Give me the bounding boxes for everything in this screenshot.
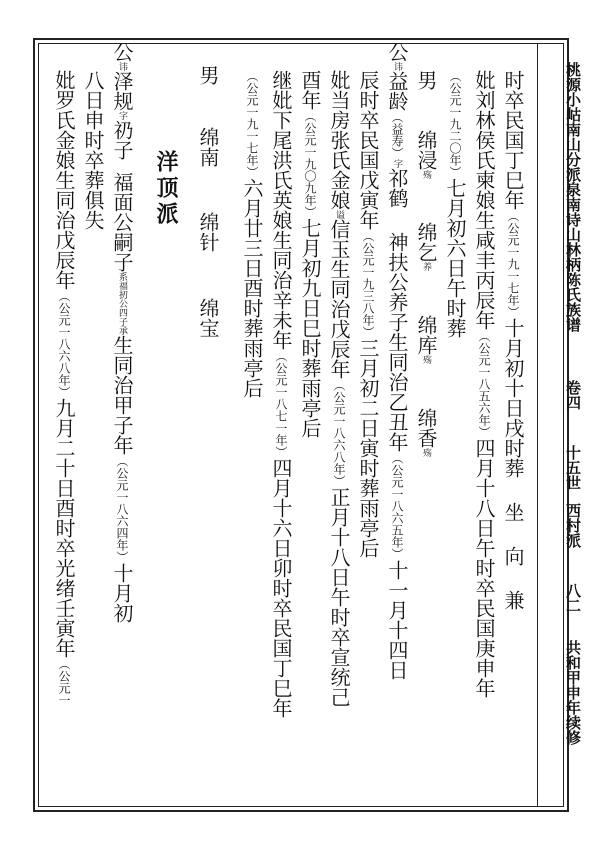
sons-label: 男 [196, 65, 220, 85]
son-name: 绵库殇 [414, 315, 438, 364]
text-column-8: 酉年（公元一九〇九年）七月初九日巳时葬雨亭后 [298, 70, 322, 438]
text-column-10: （公元一九一七年）六月廿三日酉时葬雨亭后 [240, 70, 264, 398]
page-number: 八二 [564, 583, 582, 613]
text-column-1: 时卒民国丁巳年（公元一九一七年）十月初十日戌时葬 坐 向 兼 [501, 70, 525, 610]
text-column-14: 八日申时卒葬俱失 [81, 70, 105, 230]
text-column-6: 辰时卒民国戊寅年（公元一九三八年）三月初二日寅时葬雨亭后 [356, 70, 380, 558]
text-column-15: 妣罗氏金娘生同治戊辰年（公元一八六八年）九月二十日酉时卒光绪壬寅年（公元一 [52, 70, 76, 706]
edition-label: 共和甲申年续修 [564, 640, 582, 745]
text-column-2: 妣刘林侯氏柬娘生咸丰丙辰年（公元一八五六年）四月十八日午时卒民国庚申年 [472, 70, 496, 698]
text-column-5: 公讳益龄（益寿）字祁鹤 神扶公养子生同治乙丑年（公元一八六五年）十一月十四日 [385, 42, 409, 680]
son-name: 绵浸殇 [414, 130, 438, 179]
volume-label: 卷四 [564, 380, 582, 410]
text-column-3: （公元一九二〇年）七月初六日午时葬 [443, 70, 467, 338]
book-title: 桃源小岵南山分派泉南诗山林柄陈氏族谱 [564, 62, 582, 332]
son-name: 绵乞养 [414, 222, 438, 271]
son-name: 绵宝 [196, 298, 220, 338]
text-column-7: 妣当房张氏金娘谥信玉生同治戊辰年（公元一八六八年）正月十八日午时卒宣统己 [327, 70, 351, 707]
branch-label: 西村派 [564, 503, 582, 548]
son-name: 绵南 [196, 127, 220, 167]
son-name: 绵针 [196, 212, 220, 252]
text-column-9: 继妣下尾洪氏英娘生同治辛未年（公元一八七一年）四月十六日卯时卒民国丁巳年 [269, 70, 293, 718]
generation-label: 十五世 [564, 445, 582, 490]
son-name: 绵香殇 [414, 408, 438, 457]
text-column-13: 公讳泽规字礽子福面公嗣子系福扨公四子承生同治甲子年（公元一八六四年）十月初 [110, 42, 134, 623]
section-heading: 洋顶派 [153, 150, 178, 228]
sons-label: 男 [414, 70, 438, 90]
header-divider-line [537, 43, 538, 807]
